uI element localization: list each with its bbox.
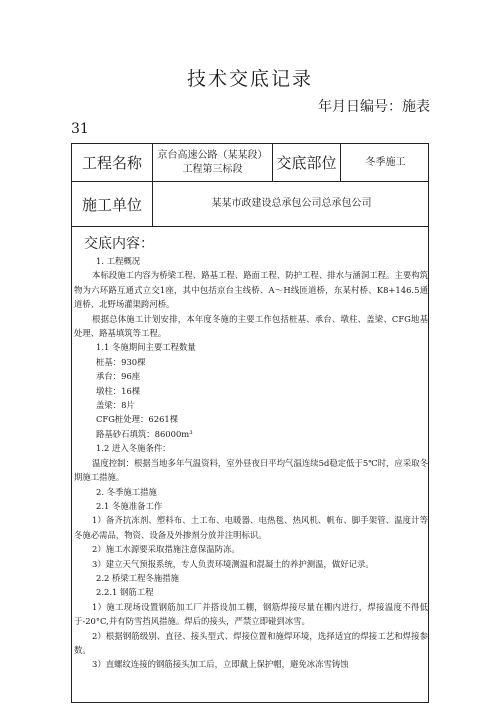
- document-number: 31: [71, 121, 89, 137]
- content-paragraph: 桩基：930棵: [96, 356, 146, 367]
- content-paragraph: 2.2 桥梁工程冬施措施: [96, 572, 179, 583]
- content-paragraph: 承台：96座: [96, 371, 141, 382]
- content-paragraph: 1）备齐抗冻剂、塑料布、土工布、电暖器、电热毯、热风机、帆布、脚手架管、温度计等冬施必需品，物资、设备及外掺剂分放并注明标识。: [74, 515, 428, 540]
- content-paragraph: CFG桩处理：6261棵: [96, 414, 179, 425]
- content-paragraph: 1. 工程概况: [96, 256, 141, 266]
- page-cutoff: [72, 694, 428, 702]
- disclosure-form: [71, 143, 429, 703]
- content-paragraph: 2）施工水源要采取措施注意保温防冻。: [92, 544, 240, 555]
- content-paragraph: 路基砂石填筑：86000m³: [96, 428, 193, 439]
- part-value: 冬季施工: [365, 156, 406, 168]
- document-title: 技术交底记录: [186, 68, 313, 90]
- project-name-label: 工程名称: [81, 154, 142, 172]
- content-paragraph: 根据总体施工计划安排，本年度冬施的主要工作包括桩基、承台、墩柱、盖梁、CFG地基处理、路基填筑等工程。: [74, 313, 428, 339]
- content-paragraph: 温度控制：根据当地多年气温资料，室外昼夜日平均气温连续5d稳定低于5℃时，应采取冬期施工措施。: [74, 457, 428, 483]
- content-paragraph: 2）根据钢筋级别、直径、接头型式、焊接位置和施焊环境，选择适宜的焊接工艺和焊接参数。: [74, 630, 428, 655]
- content-heading: 交底内容：: [84, 236, 154, 252]
- content-paragraph: 1.2 进入冬施条件：: [96, 443, 171, 454]
- content-paragraph: 2. 冬季施工措施: [96, 486, 157, 497]
- content-paragraph: 2.2.1 钢筋工程: [96, 587, 154, 598]
- content-paragraph: 3）直螺纹连接的钢筋接头加工后，立即戴上保护帽，避免冰冻雪铸蚀: [92, 659, 349, 670]
- content-paragraph: 2.1 冬施准备工作: [96, 500, 163, 511]
- content-paragraph: 墩柱：16棵: [96, 385, 141, 396]
- construction-unit-value: 某某市政建设总承包公司总承包公司: [211, 198, 372, 209]
- part-label: 交底部位: [276, 154, 337, 172]
- content-paragraph: 3）建立天气预报系统，专人负责环境测温和混凝土的养护测温，做好记录。: [92, 558, 374, 569]
- content-paragraph: 1.1 冬施期间主要工程数量: [96, 342, 196, 353]
- project-name-value: 京台高速公路（某某段）工程第三标段: [157, 149, 268, 175]
- content-paragraph: 本标段施工内容为桥梁工程、路基工程、路面工程、防护工程、排水与涵洞工程。主要构筑物为六环路互通式立交1座，其中包括京台主线桥、A～H线匝道桥，东某村桥、K8+146.5通道桥、北野场灌渠跨河桥。: [74, 270, 428, 310]
- date-number-line: 年月日编号：施表: [318, 99, 430, 115]
- content-paragraph: 盖梁：8片: [96, 400, 135, 411]
- construction-unit-label: 施工单位: [81, 195, 142, 214]
- content-paragraph: 1）施工现场设置钢筋加工厂并搭设加工棚，钢筋焊接尽量在棚内进行，焊接温度不得低于-20°C,并有防雪挡风措施。焊后的接头，严禁立即碰到冰雪。: [74, 601, 428, 627]
- disclosure-content: [72, 226, 430, 672]
